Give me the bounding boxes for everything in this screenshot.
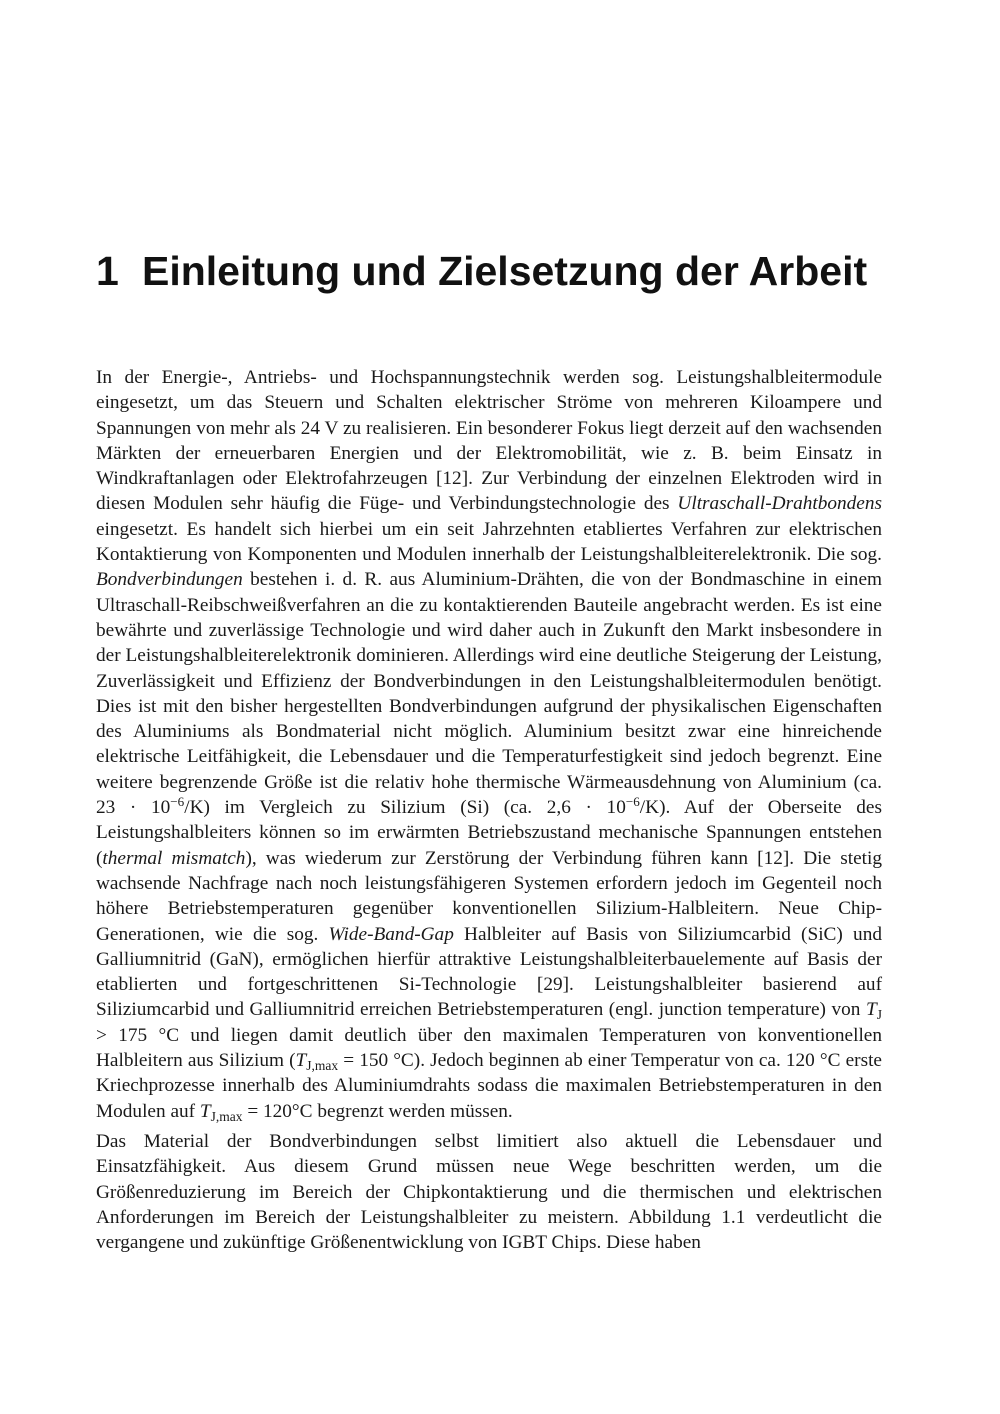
text-run: In der Energie-, Antriebs- und Hochspannungstechnik werden sog. Leistungshalbleitermodule eingesetzt, um das Steuern und Schalten elektrischer Ströme von mehreren Kiloampere und Spannungen von mehr als 24 V zu realisieren. Ein besonderer Fokus liegt derzeit auf den wachsenden Märkten der erneuerbaren Energien und der Elektromobilität, wie z. B. beim Einsatz in Windkraftanlagen oder Elektrofahrzeugen [12]. Zur Verbindung der einzelnen Elektroden wird in diesen Modulen sehr häufig die Füge- und Verbindungstechnologie des — [96, 367, 882, 515]
text-run: Das Material der Bondverbindungen selbst limitiert also aktuell die Lebensdauer und Einsatzfähigkeit. Aus diesem Grund müssen neue Wege beschritten werden, um die Größenreduzierung im Bereich der Chipkontaktierung und die thermischen und elektrischen Anforderungen im Bereich der Leistungshalbleiter zu meistern. Abbildung 1.1 verdeutlicht die vergangene und zukünftige Größenentwicklung von IGBT Chips. Diese haben — [96, 1130, 882, 1254]
superscript: −6 — [170, 793, 185, 809]
subscript: J — [876, 1007, 882, 1023]
italic-span: T — [866, 999, 877, 1021]
chapter-heading — [96, 245, 896, 297]
body-text — [96, 365, 882, 1260]
chapter-number: 1 — [96, 248, 119, 295]
text-run: eingesetzt. Es handelt sich hierbei um ein seit Jahrzehnten etabliertes Verfahren zur elektrischen Kontaktierung von Komponenten und Modulen innerhalb der Leistungshalbleiterelektronik. Die sog. — [96, 518, 882, 566]
text-run: = 150 °C). Jedoch beginnen ab einer Temperatur von ca. 120 °C erste Kriechprozesse innerhalb des Aluminiumdrahts sodass die maximalen Betriebstemperaturen in den Modulen auf — [96, 1050, 882, 1122]
text-run: /K). Auf der Oberseite des Leistungshalbleiters können so im erwärmten Betriebszustand mechanische Spannungen entstehen ( — [96, 797, 882, 869]
subscript: J,max — [306, 1058, 339, 1074]
chapter-title: Einleitung und Zielsetzung der Arbeit — [142, 248, 868, 295]
text-run: /K) im Vergleich zu Silizium (Si) (ca. 2,6 · 10 — [184, 797, 626, 819]
paragraph-2 — [96, 1129, 882, 1255]
italic-span: Ultraschall-Drahtbondens — [677, 493, 882, 515]
italic-span: thermal mismatch — [102, 847, 246, 869]
italic-span: T — [199, 1100, 211, 1122]
italic-span: Bondverbindungen — [96, 569, 243, 591]
text-run: bestehen i. d. R. aus Aluminium-Drähten, die von der Bondmaschine in einem Ultraschall-Reibschweißverfahren an die zu kontaktierenden Bauteile angebracht werden. Es ist eine bewährte und zuverlässige Technologie und wird daher auch in Zukunft den Markt insbesondere in der Leistungshalbleiterelektronik dominieren. Allerdings wird eine deutliche Steigerung der Leistung, Zuverlässigkeit und Effizienz der Bondverbindungen in den Leistungshalbleitermodulen benötigt. Dies ist mit den bisher hergestellten Bondverbindungen aufgrund der physikalischen Eigenschaften des Aluminiums als Bondmaterial nicht möglich. Aluminium besitzt zwar eine hinreichende elektrische Leitfähigkeit, die Lebensdauer und die Temperaturfestigkeit sind jedoch begrenzt. Eine weitere begrenzende Größe ist die relativ hohe thermische Wärmeausdehnung von Aluminium (ca. 23 · 10 — [96, 569, 882, 819]
superscript: −6 — [625, 793, 640, 809]
text-run: = 120°C begrenzt werden müssen. — [242, 1100, 513, 1122]
subscript: J,max — [210, 1108, 243, 1124]
text-run: ), was wiederum zur Zerstörung der Verbindung führen kann [12]. Die stetig wachsende Nachfrage nach noch leistungsfähigeren Systemen erfordern jedoch im Gegenteil noch höhere Betriebstemperaturen gegenüber konventionellen Silizium-Halbleitern. Neue Chip-Generationen, wie die sog. — [96, 847, 882, 945]
text-run: > 175 °C und liegen damit deutlich über den maximalen Temperaturen von konventionellen Halbleitern aus Silizium ( — [96, 1024, 882, 1072]
text-run: Halbleiter auf Basis von Siliziumcarbid (SiC) und Galliumnitrid (GaN), ermöglichen hierfür attraktive Leistungshalbleiterbauelemente auf Basis der etablierten und fortgeschrittenen Si-Technologie [29]. Leistungshalbleiter basierend auf Siliziumcarbid und Galliumnitrid erreichen Betriebstemperaturen (engl. junction temperature) von — [96, 923, 882, 1021]
italic-span: Wide-Band-Gap — [328, 923, 454, 945]
paragraph-1 — [96, 365, 882, 1124]
italic-span: T — [295, 1050, 307, 1072]
